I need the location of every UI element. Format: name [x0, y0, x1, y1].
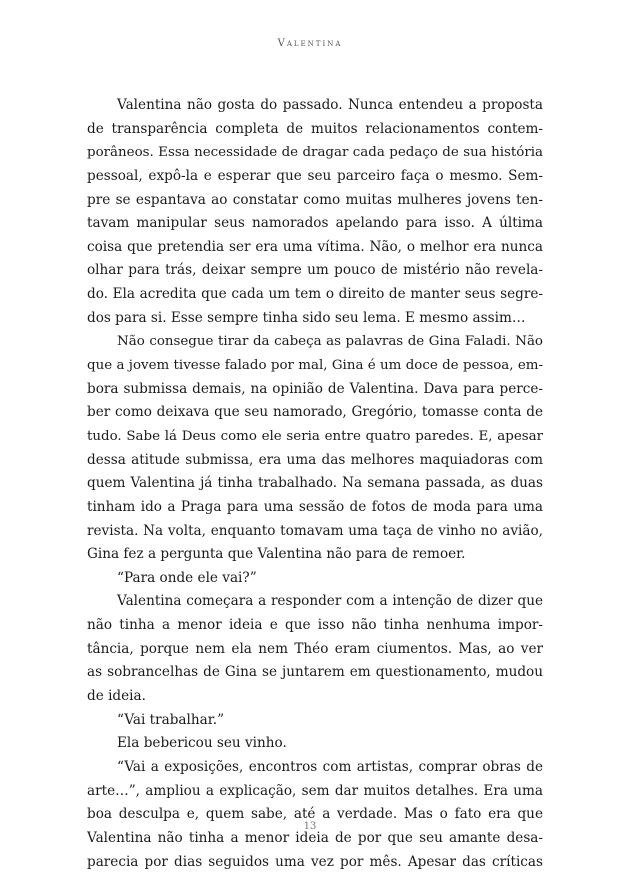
text-line: parecia por dias seguidos uma vez por mês. Apesar das críticas [87, 851, 543, 874]
text-line: Ela bebericou seu vinho. [87, 732, 543, 756]
text-line: ber como deixava que seu namorado, Gregório, tomasse conta de [87, 401, 543, 425]
text-line: não tinha a menor ideia e que isso não tinha nenhuma impor- [87, 614, 543, 638]
body-text [87, 94, 543, 874]
text-line: Valentina não gosta do passado. Nunca entendeu a proposta [87, 94, 543, 118]
text-line: Valentina começara a responder com a intenção de dizer que [87, 590, 543, 614]
text-line: Gina fez a pergunta que Valentina não para de remoer. [87, 543, 543, 567]
text-line: que a jovem tivesse falado por mal, Gina é um doce de pessoa, em- [87, 354, 543, 378]
text-line: coisa que pretendia ser era uma vítima. Não, o melhor era nunca [87, 236, 543, 260]
text-line: do. Ela acredita que cada um tem o direito de manter seus segre- [87, 283, 543, 307]
running-head: Valentina [0, 38, 620, 49]
text-line: dessa atitude submissa, era uma das melhores maquiadoras com [87, 449, 543, 473]
text-line: boa desculpa e, quem sabe, até a verdade. Mas o fato era que [87, 803, 543, 827]
text-line: dos para si. Esse sempre tinha sido seu lema. E mesmo assim… [87, 307, 543, 331]
text-line: as sobrancelhas de Gina se juntarem em questionamento, mudou [87, 661, 543, 685]
text-line: porâneos. Essa necessidade de dragar cada pedaço de sua história [87, 141, 543, 165]
text-line: Valentina não tinha a menor ideia de por que seu amante desa- [87, 827, 543, 851]
text-line: “Vai a exposições, encontros com artistas, comprar obras de [87, 756, 543, 780]
text-line: bora submissa demais, na opinião de Valentina. Dava para perce- [87, 378, 543, 402]
text-line: de ideia. [87, 685, 543, 709]
text-line: de transparência completa de muitos relacionamentos contem- [87, 118, 543, 142]
text-line: pre se espantava ao constatar como muitas mulheres jovens ten- [87, 189, 543, 213]
text-line: pessoal, expô-la e esperar que seu parceiro faça o mesmo. Sem- [87, 165, 543, 189]
text-line: arte…”, ampliou a explicação, sem dar muitos detalhes. Era uma [87, 780, 543, 804]
text-line: “Para onde ele vai?” [87, 567, 543, 591]
text-line: “Vai trabalhar.” [87, 709, 543, 733]
text-line: revista. Na volta, enquanto tomavam uma taça de vinho no avião, [87, 520, 543, 544]
text-line: quem Valentina já tinha trabalhado. Na semana passada, as duas [87, 472, 543, 496]
text-line: tudo. Sabe lá Deus como ele seria entre quatro paredes. E, apesar [87, 425, 543, 449]
text-line: olhar para trás, deixar sempre um pouco de mistério não revela- [87, 259, 543, 283]
page-number: 13 [0, 821, 620, 832]
text-line: tância, porque nem ela nem Théo eram ciumentos. Mas, ao ver [87, 638, 543, 662]
text-line: tavam manipular seus namorados apelando para isso. A última [87, 212, 543, 236]
text-line: tinham ido a Praga para uma sessão de fotos de moda para uma [87, 496, 543, 520]
text-line: Não consegue tirar da cabeça as palavras de Gina Faladi. Não [87, 330, 543, 354]
